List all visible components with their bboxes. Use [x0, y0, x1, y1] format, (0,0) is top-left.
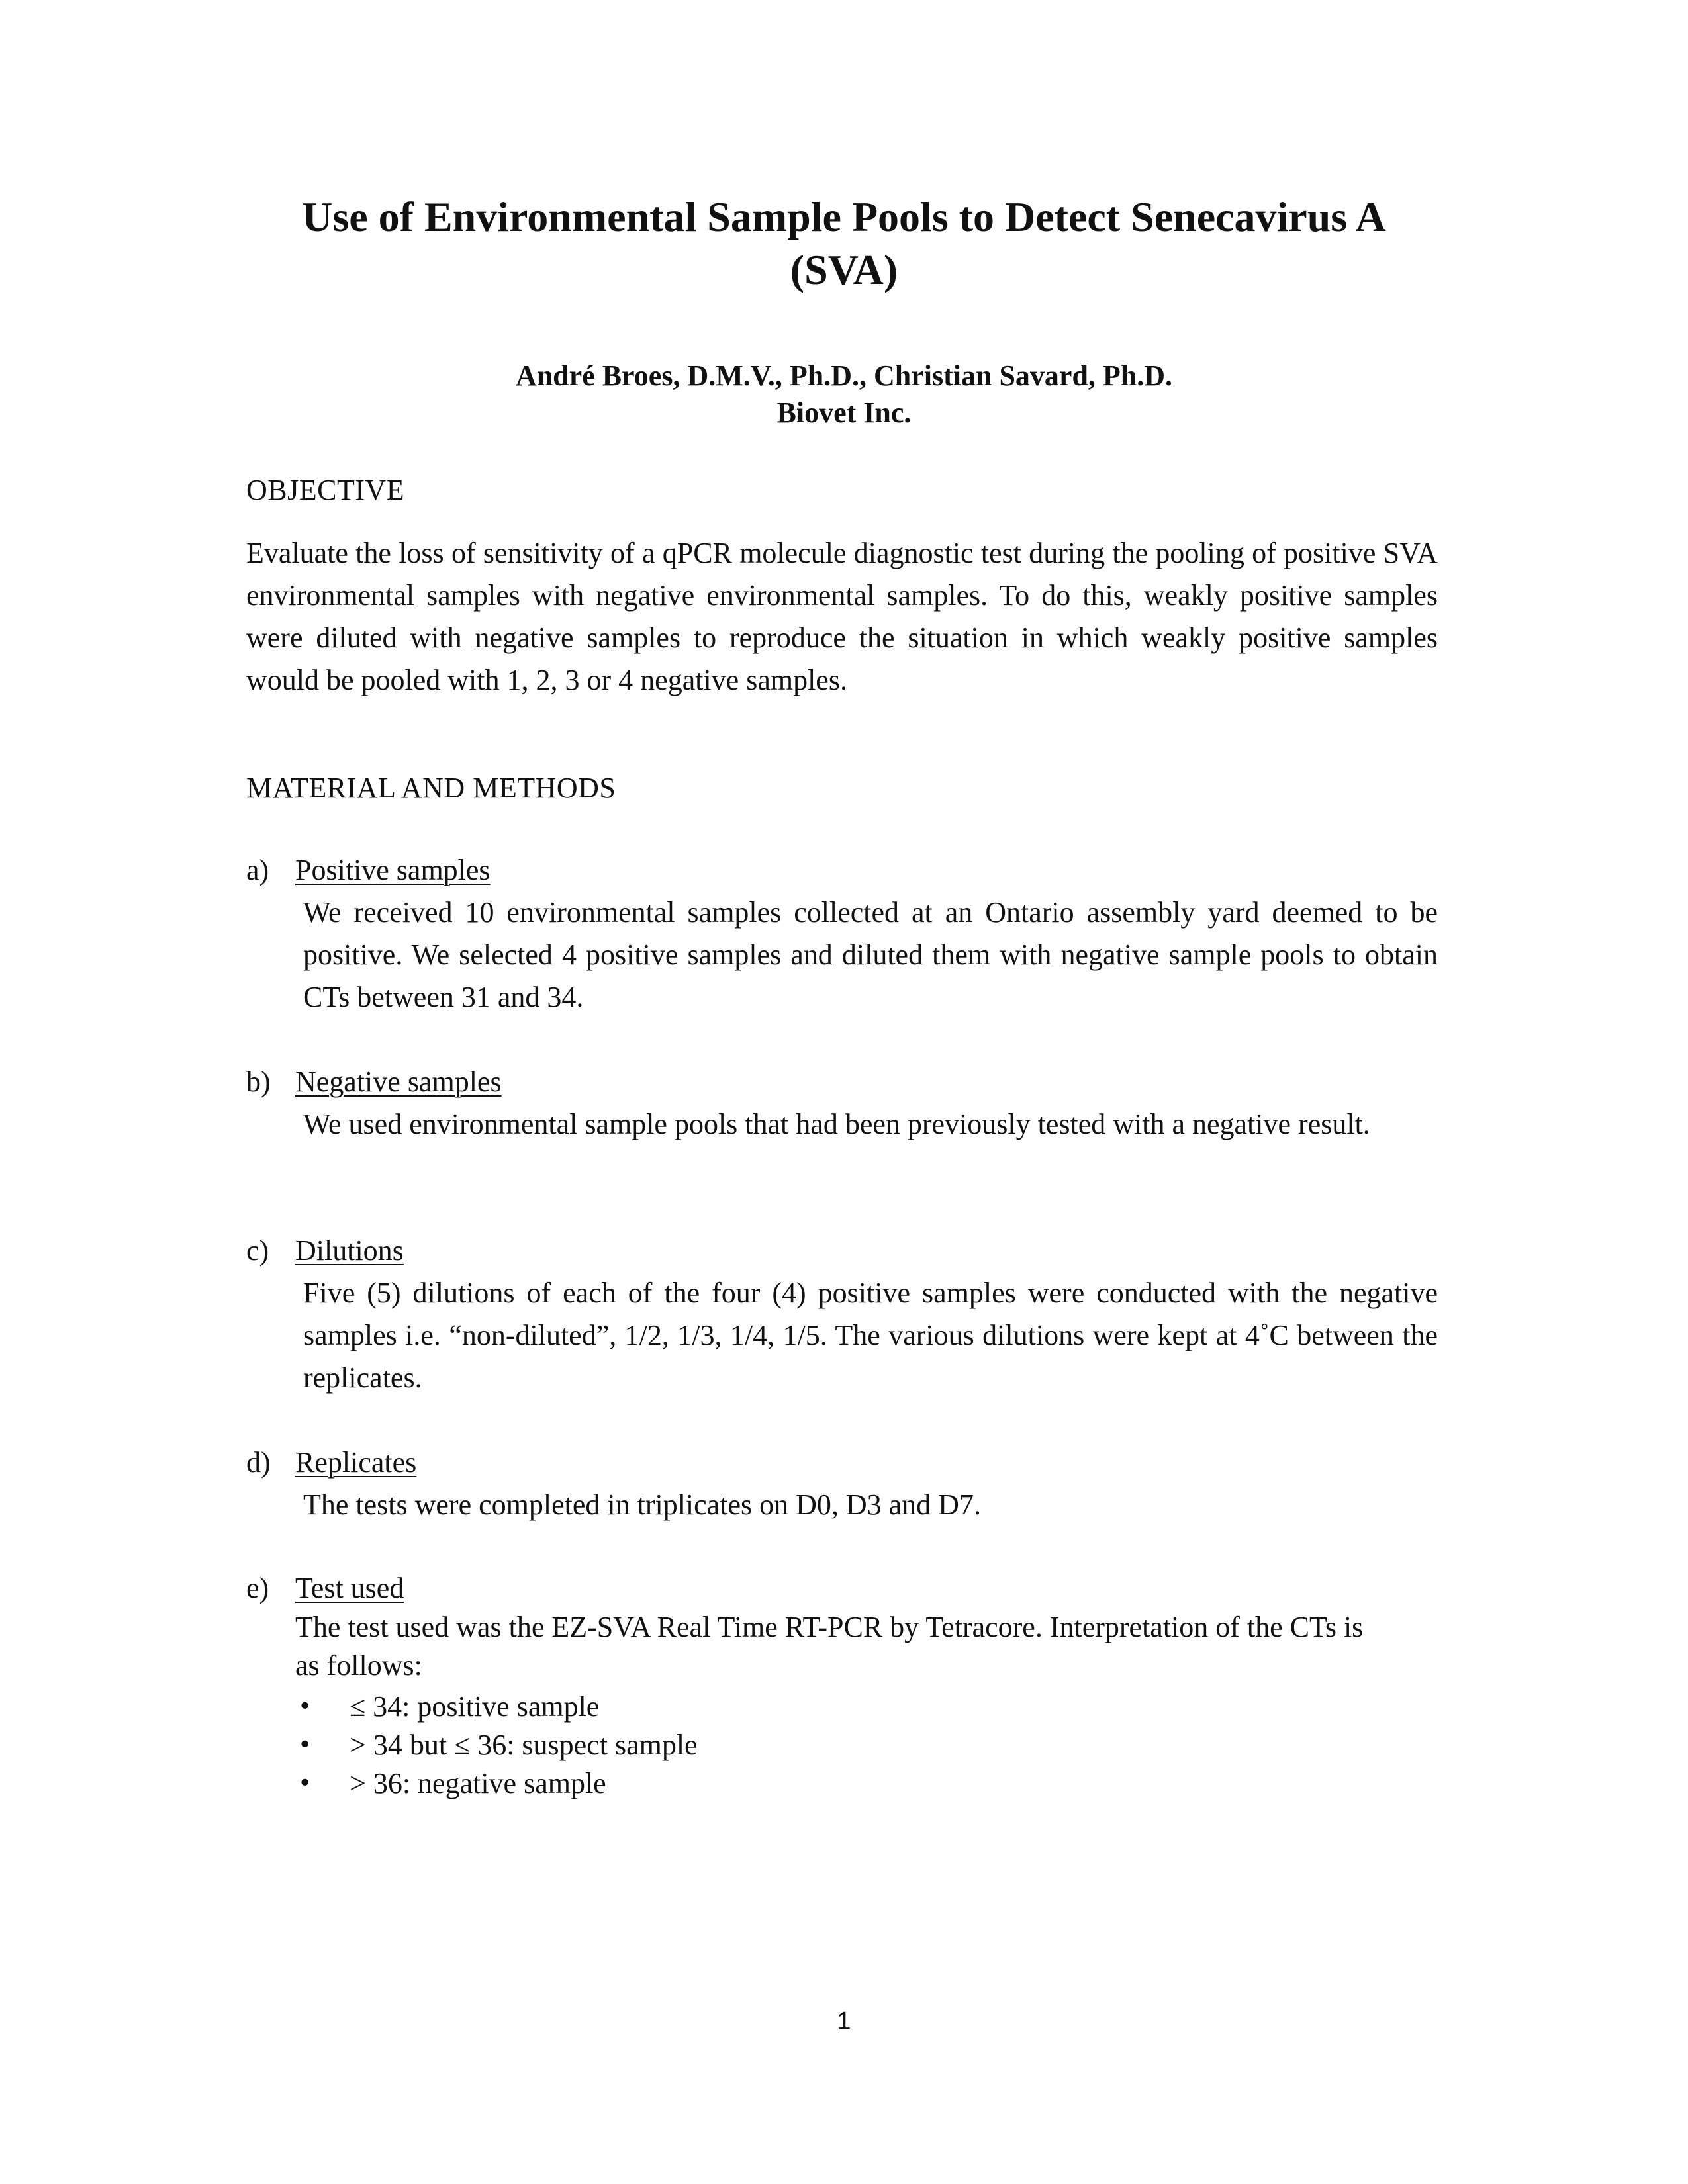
item-e-label: e)	[246, 1572, 269, 1604]
item-a-label: a)	[246, 854, 269, 886]
item-d-text: The tests were completed in triplicates on D0, D3 and D7.	[303, 1488, 981, 1521]
list-item	[295, 1764, 698, 1803]
item-a-title: Positive samples	[295, 854, 491, 886]
item-e-title: Test used	[295, 1572, 404, 1604]
bullet-text: > 34 but ≤ 36: suspect sample	[350, 1729, 698, 1761]
title-line-2: (SVA)	[790, 246, 898, 293]
list-item	[295, 1726, 698, 1764]
item-b-label: b)	[246, 1066, 271, 1098]
item-c-text: Five (5) dilutions of each of the four (4) positive samples were conducted with the negative samples i.e. “non-diluted”, 1/2, 1/3, 1/4, 1/5. The various dilutions were kept at 4˚C between the replicates.	[303, 1277, 1438, 1394]
bullet-text: ≤ 34: positive sample	[350, 1690, 600, 1723]
bullet-icon: •	[298, 1731, 312, 1758]
bullet-text: > 36: negative sample	[350, 1767, 606, 1799]
affiliation: Biovet Inc.	[776, 396, 912, 429]
author-block	[225, 357, 1463, 432]
item-d-label: d)	[246, 1446, 271, 1479]
item-c-label: c)	[246, 1234, 269, 1267]
document-title	[225, 191, 1463, 296]
objective-heading: OBJECTIVE	[246, 474, 405, 506]
item-e-text: The test used was the EZ-SVA Real Time RT-PCR by Tetracore. Interpretation of the CTs is as follows:	[295, 1611, 1364, 1682]
item-c-title: Dilutions	[295, 1234, 404, 1267]
bullet-icon: •	[298, 1693, 312, 1720]
item-b-title: Negative samples	[295, 1066, 502, 1098]
title-line-1: Use of Environmental Sample Pools to Detect Senecavirus A	[302, 193, 1386, 240]
list-item	[295, 1688, 698, 1726]
bullet-icon: •	[298, 1770, 312, 1797]
ct-interpretation-list	[295, 1688, 698, 1803]
authors: André Broes, D.M.V., Ph.D., Christian Savard, Ph.D.	[515, 359, 1173, 392]
item-d-title: Replicates	[295, 1446, 417, 1479]
item-a-text: We received 10 environmental samples collected at an Ontario assembly yard deemed to be positive. We selected 4 positive samples and diluted them with negative sample pools to obtain CTs between 31 and 34.	[303, 896, 1438, 1013]
item-b-text: We used environmental sample pools that had been previously tested with a negative result.	[303, 1108, 1370, 1140]
objective-text: Evaluate the loss of sensitivity of a qPCR molecule diagnostic test during the pooling of positive SVA environmental samples with negative environmental samples. To do this, weakly positive samples were diluted with negative samples to reproduce the situation in which weakly positive samples would be pooled with 1, 2, 3 or 4 negative samples.	[246, 537, 1438, 696]
methods-heading: MATERIAL AND METHODS	[246, 772, 616, 804]
page-number: 1	[837, 2007, 851, 2035]
